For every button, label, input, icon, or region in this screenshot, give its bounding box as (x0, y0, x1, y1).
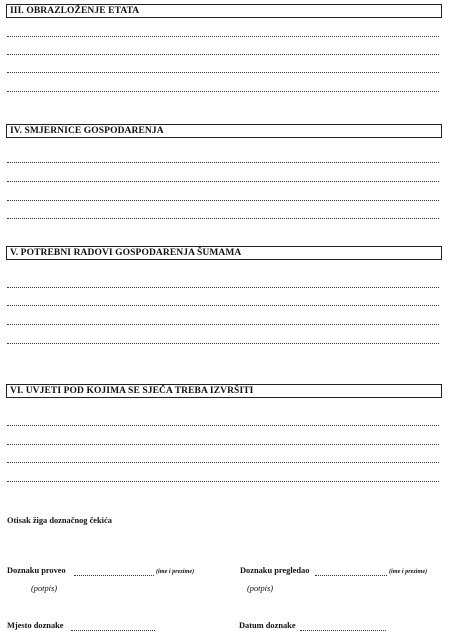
dotted-line[interactable] (7, 162, 439, 163)
dotted-line[interactable] (7, 444, 439, 445)
section-title: VI. UVJETI POD KOJIMA SE SJEČA TREBA IZVRŠITI (10, 386, 254, 396)
dotted-line[interactable] (7, 462, 439, 463)
stamp-label: Otisak žiga doznačnog čekića (7, 516, 112, 525)
name-hint: (ime i prezime) (156, 568, 195, 575)
dotted-line[interactable] (7, 287, 439, 288)
place-field[interactable] (71, 630, 155, 631)
signature-hint: (potpis) (31, 584, 58, 593)
section-header-6 (6, 384, 442, 398)
dotted-line[interactable] (7, 181, 439, 182)
dotted-line[interactable] (7, 218, 439, 219)
dotted-line[interactable] (7, 481, 439, 482)
reviewer-label: Doznaku pregledao (240, 566, 310, 575)
date-label: Datum doznake (239, 621, 296, 630)
name-hint: (ime i prezime) (389, 568, 428, 575)
dotted-line[interactable] (7, 425, 439, 426)
section-header-3 (6, 4, 442, 18)
dotted-line[interactable] (7, 91, 439, 92)
section-header-5 (6, 246, 442, 260)
dotted-line[interactable] (7, 324, 439, 325)
signature-hint: (potpis) (247, 584, 274, 593)
section-title: III. OBRAZLOŽENJE ETATA (10, 6, 140, 16)
inspector-name-field[interactable] (74, 575, 154, 576)
date-field[interactable] (300, 630, 386, 631)
dotted-line[interactable] (7, 54, 439, 55)
section-header-4 (6, 124, 442, 138)
dotted-line[interactable] (7, 305, 439, 306)
place-label: Mjesto doznake (7, 621, 64, 630)
reviewer-name-field[interactable] (315, 575, 387, 576)
section-title: V. POTREBNI RADOVI GOSPODARENJA ŠUMAMA (10, 248, 242, 258)
section-title: IV. SMJERNICE GOSPODARENJA (10, 126, 164, 136)
dotted-line[interactable] (7, 36, 439, 37)
dotted-line[interactable] (7, 343, 439, 344)
dotted-line[interactable] (7, 200, 439, 201)
inspector-label: Doznaku proveo (7, 566, 66, 575)
dotted-line[interactable] (7, 72, 439, 73)
